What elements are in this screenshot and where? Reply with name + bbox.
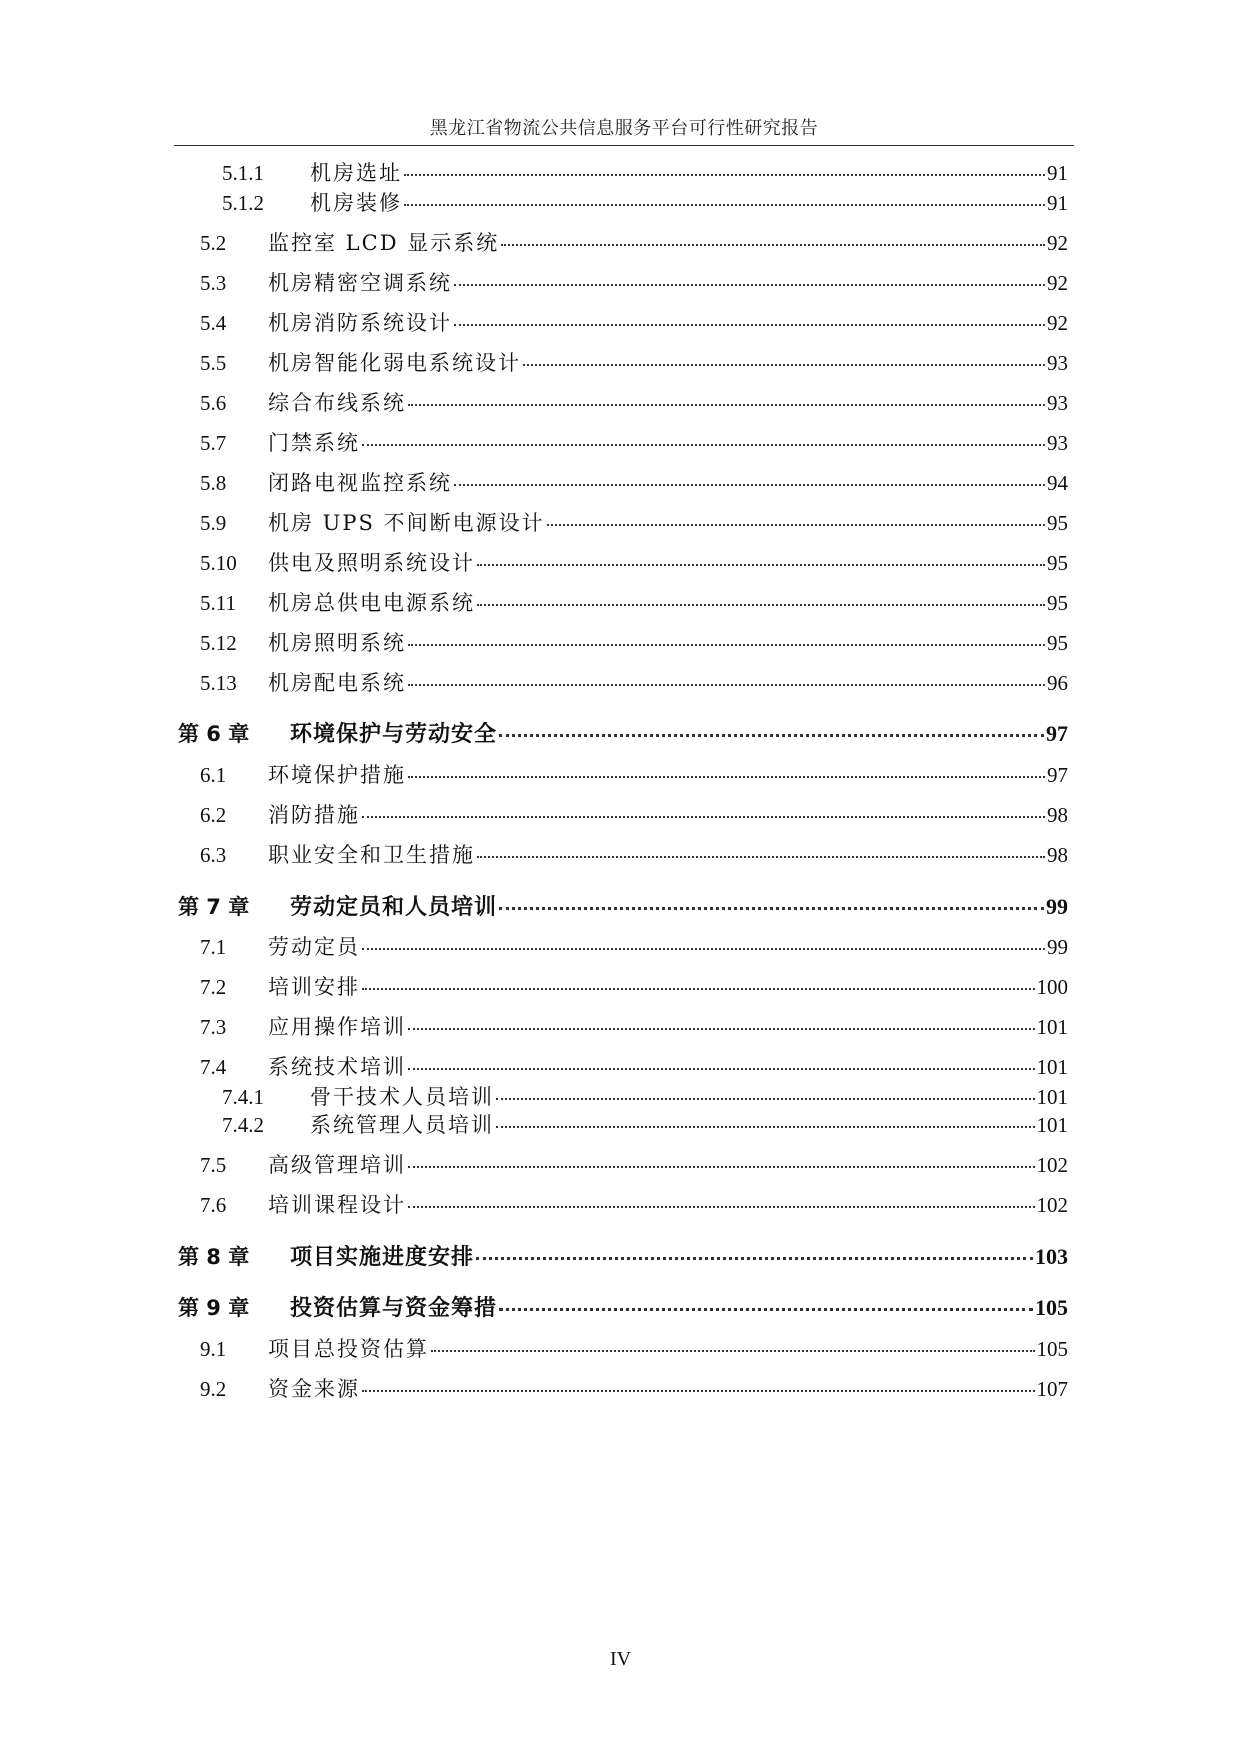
toc-entry[interactable] <box>200 840 1068 870</box>
toc-entry-page: 95 <box>1047 591 1068 615</box>
toc-entry-title: 培训课程设计 <box>268 1193 406 1217</box>
toc-entry-page: 93 <box>1047 351 1068 375</box>
toc-entry-page: 97 <box>1046 721 1068 746</box>
toc-entry[interactable] <box>200 548 1068 578</box>
toc-entry[interactable] <box>200 508 1068 538</box>
toc-chapter-entry[interactable] <box>178 719 1068 749</box>
toc-entry-page: 95 <box>1047 511 1068 535</box>
toc-entry-title: 资金来源 <box>268 1377 360 1401</box>
toc-entry-title: 机房消防系统设计 <box>268 311 452 335</box>
toc-entry-page: 105 <box>1035 1295 1068 1320</box>
dot-leader <box>499 907 1044 910</box>
dot-leader <box>362 816 1045 818</box>
dot-leader <box>404 204 1045 206</box>
dot-leader <box>408 1206 1035 1208</box>
toc-entry-title: 系统管理人员培训 <box>310 1113 494 1137</box>
toc-entry-page: 95 <box>1047 631 1068 655</box>
toc-entry[interactable] <box>200 268 1068 298</box>
toc-entry-title: 项目总投资估算 <box>268 1337 429 1361</box>
toc-entry-title: 劳动定员和人员培训 <box>290 895 498 920</box>
toc-entry-title: 监控室 LCD 显示系统 <box>268 231 500 255</box>
toc-entry[interactable] <box>200 348 1068 378</box>
toc-entry-page: 98 <box>1047 843 1068 867</box>
toc-entry-number: 5.1.2 <box>222 191 264 215</box>
toc-entry[interactable] <box>200 1150 1068 1180</box>
toc-entry-page: 103 <box>1035 1244 1068 1269</box>
toc-entry[interactable] <box>200 468 1068 498</box>
dot-leader <box>454 324 1045 326</box>
toc-entry-page: 91 <box>1047 191 1068 215</box>
dot-leader <box>362 1390 1035 1392</box>
dot-leader <box>499 1308 1033 1311</box>
toc-entry[interactable] <box>200 760 1068 790</box>
dot-leader <box>408 684 1045 686</box>
toc-entry-page: 98 <box>1047 803 1068 827</box>
toc-entry-number: 5.9 <box>200 511 227 535</box>
toc-entry[interactable] <box>200 932 1068 962</box>
toc-entry-number: 5.1.1 <box>222 161 264 185</box>
toc-entry-number: 5.7 <box>200 431 227 455</box>
toc-entry[interactable] <box>200 308 1068 338</box>
toc-entry-page: 92 <box>1047 311 1068 335</box>
toc-entry-page: 102 <box>1036 1193 1068 1217</box>
toc-entry-number: 7.1 <box>200 935 227 959</box>
toc-entry-number: 5.13 <box>200 671 237 695</box>
dot-leader <box>477 564 1045 566</box>
toc-entry[interactable] <box>222 1110 1068 1140</box>
dot-leader <box>477 604 1045 606</box>
toc-entry-title: 职业安全和卫生措施 <box>268 843 475 867</box>
toc-entry[interactable] <box>200 1334 1068 1364</box>
toc-entry-number: 6.2 <box>200 803 227 827</box>
toc-entry-title: 消防措施 <box>268 803 360 827</box>
toc-entry-page: 93 <box>1047 391 1068 415</box>
toc-entry-number: 6.1 <box>200 763 227 787</box>
toc-entry-title: 环境保护与劳动安全 <box>290 722 498 747</box>
dot-leader <box>496 1098 1035 1100</box>
toc-entry[interactable] <box>200 972 1068 1002</box>
toc-entry-number: 5.5 <box>200 351 227 375</box>
toc-chapter-entry[interactable] <box>178 1242 1068 1272</box>
toc-entry-number: 第 8 章 <box>178 1245 250 1269</box>
toc-entry-number: 5.4 <box>200 311 227 335</box>
dot-leader <box>476 1257 1033 1260</box>
toc-entry[interactable] <box>200 1190 1068 1220</box>
dot-leader <box>362 988 1035 990</box>
toc-entry-page: 105 <box>1036 1337 1068 1361</box>
running-header: 黑龙江省物流公共信息服务平台可行性研究报告 <box>429 118 819 139</box>
toc-entry-title: 应用操作培训 <box>268 1015 406 1039</box>
toc-entry-number: 6.3 <box>200 843 227 867</box>
toc-entry[interactable] <box>222 1082 1068 1112</box>
toc-entry-title: 门禁系统 <box>268 431 360 455</box>
toc-entry-number: 5.8 <box>200 471 227 495</box>
toc-entry-page: 92 <box>1047 231 1068 255</box>
toc-entry-number: 第 9 章 <box>178 1296 250 1320</box>
toc-entry-title: 机房照明系统 <box>268 631 406 655</box>
toc-entry-number: 第 7 章 <box>178 895 250 919</box>
dot-leader <box>499 734 1044 737</box>
toc-entry-title: 闭路电视监控系统 <box>268 471 452 495</box>
toc-entry-number: 7.4.2 <box>222 1113 264 1137</box>
toc-entry-page: 95 <box>1047 551 1068 575</box>
toc-entry[interactable] <box>200 1374 1068 1404</box>
toc-entry-number: 5.10 <box>200 551 237 575</box>
toc-entry-number: 5.2 <box>200 231 227 255</box>
toc-entry-title: 高级管理培训 <box>268 1153 406 1177</box>
dot-leader <box>408 1028 1035 1030</box>
dot-leader <box>547 524 1045 526</box>
toc-entry-number: 7.3 <box>200 1015 227 1039</box>
dot-leader <box>404 174 1045 176</box>
toc-entry[interactable] <box>200 428 1068 458</box>
dot-leader <box>408 404 1045 406</box>
dot-leader <box>408 644 1045 646</box>
toc-entry[interactable] <box>200 588 1068 618</box>
dot-leader <box>362 444 1045 446</box>
toc-entry-number: 7.6 <box>200 1193 227 1217</box>
toc-entry-page: 101 <box>1036 1113 1068 1137</box>
toc-entry-page: 99 <box>1046 894 1068 919</box>
toc-chapter-entry[interactable] <box>178 892 1068 922</box>
toc-entry-page: 101 <box>1036 1015 1068 1039</box>
toc-entry[interactable] <box>200 388 1068 418</box>
toc-entry-page: 107 <box>1036 1377 1068 1401</box>
toc-entry-page: 101 <box>1036 1055 1068 1079</box>
toc-entry-title: 机房配电系统 <box>268 671 406 695</box>
toc-entry-page: 101 <box>1036 1085 1068 1109</box>
toc-entry-page: 102 <box>1036 1153 1068 1177</box>
toc-entry[interactable] <box>222 188 1068 218</box>
toc-entry-number: 5.6 <box>200 391 227 415</box>
toc-entry-number: 5.3 <box>200 271 227 295</box>
toc-entry-title: 供电及照明系统设计 <box>268 551 475 575</box>
dot-leader <box>431 1350 1035 1352</box>
page-number: IV <box>609 1648 632 1670</box>
toc-entry-number: 7.4.1 <box>222 1085 264 1109</box>
toc-entry-title: 投资估算与资金筹措 <box>290 1296 498 1321</box>
toc-entry[interactable] <box>200 668 1068 698</box>
dot-leader <box>408 1166 1035 1168</box>
dot-leader <box>454 284 1045 286</box>
toc-entry-number: 5.11 <box>200 591 236 615</box>
dot-leader <box>362 948 1045 950</box>
dot-leader <box>408 776 1045 778</box>
toc-entry-number: 7.5 <box>200 1153 227 1177</box>
dot-leader <box>454 484 1045 486</box>
toc-entry-title: 机房装修 <box>310 191 402 215</box>
toc-entry-title: 机房 UPS 不间断电源设计 <box>268 511 545 535</box>
toc-entry-title: 机房智能化弱电系统设计 <box>268 351 521 375</box>
toc-entry[interactable] <box>200 628 1068 658</box>
toc-entry-title: 骨干技术人员培训 <box>310 1085 494 1109</box>
toc-entry-page: 99 <box>1047 935 1068 959</box>
toc-entry-title: 劳动定员 <box>268 935 360 959</box>
toc-entry-title: 环境保护措施 <box>268 763 406 787</box>
dot-leader <box>477 856 1045 858</box>
toc-entry-title: 机房选址 <box>310 161 402 185</box>
toc-entry[interactable] <box>200 1052 1068 1082</box>
toc-entry-title: 机房总供电电源系统 <box>268 591 475 615</box>
toc-entry-title: 机房精密空调系统 <box>268 271 452 295</box>
toc-entry-title: 培训安排 <box>268 975 360 999</box>
dot-leader <box>501 244 1045 246</box>
toc-entry-page: 100 <box>1036 975 1068 999</box>
toc-entry-number: 7.2 <box>200 975 227 999</box>
toc-entry-page: 96 <box>1047 671 1068 695</box>
dot-leader <box>523 364 1045 366</box>
toc-entry-number: 第 6 章 <box>178 722 250 746</box>
toc-entry[interactable] <box>200 800 1068 830</box>
toc-entry-page: 92 <box>1047 271 1068 295</box>
toc-entry[interactable] <box>222 158 1068 188</box>
toc-entry-page: 97 <box>1047 763 1068 787</box>
toc-entry-page: 93 <box>1047 431 1068 455</box>
toc-entry-page: 91 <box>1047 161 1068 185</box>
toc-entry-number: 9.1 <box>200 1337 227 1361</box>
toc-entry[interactable] <box>200 228 1068 258</box>
toc-chapter-entry[interactable] <box>178 1293 1068 1323</box>
toc-entry-title: 综合布线系统 <box>268 391 406 415</box>
toc-entry-number: 5.12 <box>200 631 237 655</box>
toc-entry-number: 9.2 <box>200 1377 227 1401</box>
toc-entry-page: 94 <box>1047 471 1068 495</box>
toc-entry[interactable] <box>200 1012 1068 1042</box>
dot-leader <box>496 1126 1035 1128</box>
toc-entry-title: 系统技术培训 <box>268 1055 406 1079</box>
toc-entry-title: 项目实施进度安排 <box>290 1245 475 1270</box>
toc-entry-number: 7.4 <box>200 1055 227 1079</box>
dot-leader <box>408 1068 1035 1070</box>
